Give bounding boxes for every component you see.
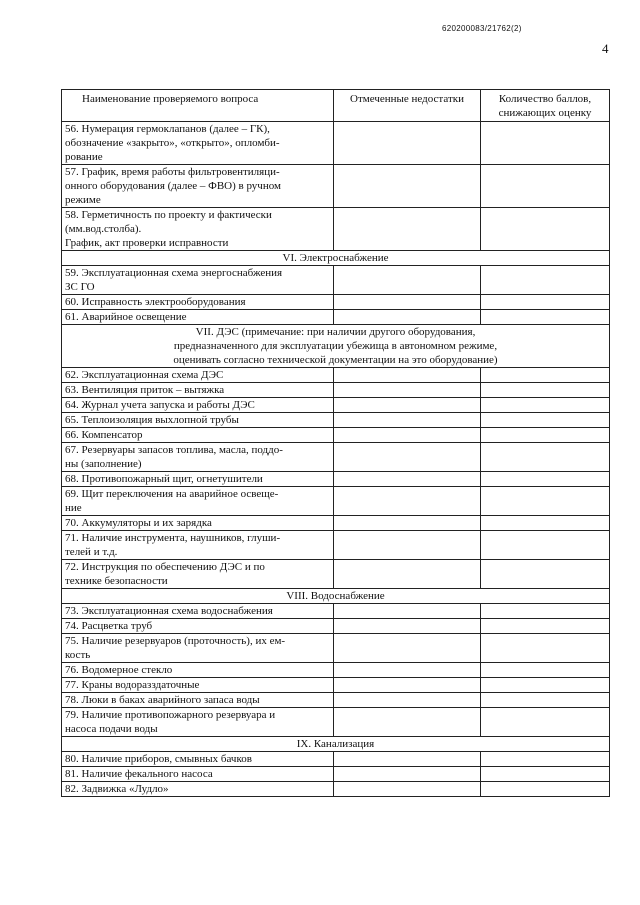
table-row xyxy=(62,398,610,413)
question-line: 69. Щит переключения на аварийное освеще- xyxy=(65,488,279,500)
deficiencies-cell[interactable] xyxy=(334,266,481,295)
table-row xyxy=(62,634,610,663)
points-cell[interactable] xyxy=(481,443,610,472)
question-line: ние xyxy=(65,502,82,514)
points-cell[interactable] xyxy=(481,208,610,251)
points-cell[interactable] xyxy=(481,472,610,487)
points-cell[interactable] xyxy=(481,782,610,797)
question-line: 62. Эксплуатационная схема ДЭС xyxy=(65,369,224,381)
page-number: 4 xyxy=(602,41,609,56)
table-row xyxy=(62,708,610,737)
deficiencies-cell[interactable] xyxy=(334,752,481,767)
deficiencies-cell[interactable] xyxy=(334,310,481,325)
header-question: Наименование проверяемого вопроса xyxy=(62,90,334,122)
question-line: 56. Нумерация гермоклапанов (далее – ГК), xyxy=(65,123,270,135)
table-body xyxy=(62,122,610,797)
table-row xyxy=(62,165,610,208)
header-points: Количество баллов, снижающих оценку xyxy=(481,90,610,122)
points-cell[interactable] xyxy=(481,560,610,589)
question-line: 67. Резервуары запасов топлива, масла, поддо- xyxy=(65,444,283,456)
table-row xyxy=(62,693,610,708)
table-row xyxy=(62,663,610,678)
section-row xyxy=(62,589,610,604)
points-cell[interactable] xyxy=(481,310,610,325)
points-cell[interactable] xyxy=(481,604,610,619)
table-row xyxy=(62,428,610,443)
question-cell xyxy=(62,413,334,428)
question-cell xyxy=(62,560,334,589)
question-cell xyxy=(62,752,334,767)
deficiencies-cell[interactable] xyxy=(334,678,481,693)
deficiencies-cell[interactable] xyxy=(334,531,481,560)
question-line: ЗС ГО xyxy=(65,281,95,293)
question-line: 59. Эксплуатационная схема энергоснабжения xyxy=(65,267,283,279)
question-cell xyxy=(62,310,334,325)
question-line: 80. Наличие приборов, смывных бачков xyxy=(65,753,252,765)
table-row xyxy=(62,122,610,165)
points-cell[interactable] xyxy=(481,266,610,295)
table-row xyxy=(62,531,610,560)
question-line: насоса подачи воды xyxy=(65,723,158,735)
points-cell[interactable] xyxy=(481,752,610,767)
section-row xyxy=(62,737,610,752)
table-row xyxy=(62,413,610,428)
points-cell[interactable] xyxy=(481,295,610,310)
table-row xyxy=(62,678,610,693)
question-line: 70. Аккумуляторы и их зарядка xyxy=(65,517,212,529)
question-cell xyxy=(62,708,334,737)
question-line: 79. Наличие противопожарного резервуара и xyxy=(65,709,276,721)
table-row xyxy=(62,472,610,487)
points-cell[interactable] xyxy=(481,516,610,531)
deficiencies-cell[interactable] xyxy=(334,708,481,737)
deficiencies-cell[interactable] xyxy=(334,428,481,443)
question-line: 66. Компенсатор xyxy=(65,429,143,441)
question-cell xyxy=(62,487,334,516)
question-cell xyxy=(62,398,334,413)
deficiencies-cell[interactable] xyxy=(334,767,481,782)
deficiencies-cell[interactable] xyxy=(334,560,481,589)
points-cell[interactable] xyxy=(481,413,610,428)
deficiencies-cell[interactable] xyxy=(334,516,481,531)
table-row xyxy=(62,767,610,782)
question-line: 81. Наличие фекального насоса xyxy=(65,768,213,780)
points-cell[interactable] xyxy=(481,708,610,737)
table-row xyxy=(62,619,610,634)
question-line: 75. Наличие резервуаров (проточность), их ем- xyxy=(65,635,286,647)
points-cell[interactable] xyxy=(481,693,610,708)
deficiencies-cell[interactable] xyxy=(334,208,481,251)
question-cell xyxy=(62,472,334,487)
document-id: 620200083/21762(2) xyxy=(442,24,522,33)
question-line: кость xyxy=(65,649,91,661)
question-line: 60. Исправность электрооборудования xyxy=(65,296,246,308)
question-line: 76. Водомерное стекло xyxy=(65,664,173,676)
question-line: 65. Теплоизоляция выхлопной трубы xyxy=(65,414,239,426)
question-line: 68. Противопожарный щит, огнетушители xyxy=(65,473,263,485)
table-row xyxy=(62,782,610,797)
table-row xyxy=(62,443,610,472)
section-row xyxy=(62,325,610,368)
deficiencies-cell[interactable] xyxy=(334,368,481,383)
deficiencies-cell[interactable] xyxy=(334,295,481,310)
question-line: (мм.вод.столба). xyxy=(65,223,142,235)
deficiencies-cell[interactable] xyxy=(334,165,481,208)
question-line: 77. Краны водоразздаточные xyxy=(65,679,200,691)
question-cell xyxy=(62,368,334,383)
question-line: 57. График, время работы фильтровентиляци- xyxy=(65,166,280,178)
section-title xyxy=(62,737,610,752)
question-cell xyxy=(62,678,334,693)
deficiencies-cell[interactable] xyxy=(334,122,481,165)
question-cell xyxy=(62,663,334,678)
question-cell xyxy=(62,693,334,708)
deficiencies-cell[interactable] xyxy=(334,383,481,398)
table-row xyxy=(62,310,610,325)
question-cell xyxy=(62,122,334,165)
deficiencies-cell[interactable] xyxy=(334,487,481,516)
question-cell xyxy=(62,604,334,619)
section-title xyxy=(62,589,610,604)
deficiencies-cell[interactable] xyxy=(334,693,481,708)
table-row xyxy=(62,752,610,767)
section-title-line: предназначенного для эксплуатации убежища в автономном режиме, xyxy=(173,340,498,352)
points-cell[interactable] xyxy=(481,368,610,383)
points-cell[interactable] xyxy=(481,122,610,165)
question-line: 58. Герметичность по проекту и фактически xyxy=(65,209,272,221)
points-cell[interactable] xyxy=(481,165,610,208)
question-cell xyxy=(62,428,334,443)
points-cell[interactable] xyxy=(481,678,610,693)
section-title xyxy=(62,251,610,266)
table-row xyxy=(62,266,610,295)
points-cell[interactable] xyxy=(481,634,610,663)
question-line: режиме xyxy=(65,194,101,206)
section-row xyxy=(62,251,610,266)
question-cell xyxy=(62,443,334,472)
section-title-line: VI. Электроснабжение xyxy=(282,252,389,264)
table-row xyxy=(62,487,610,516)
question-line: 61. Аварийное освещение xyxy=(65,311,187,323)
question-line: онного оборудования (далее – ФВО) в ручном xyxy=(65,180,281,192)
points-cell[interactable] xyxy=(481,767,610,782)
question-line: технике безопасности xyxy=(65,575,168,587)
deficiencies-cell[interactable] xyxy=(334,472,481,487)
question-line: 78. Люки в баках аварийного запаса воды xyxy=(65,694,260,706)
section-title xyxy=(62,325,610,368)
table-header-row xyxy=(62,90,610,122)
question-line: 74. Расцветка труб xyxy=(65,620,153,632)
table-row xyxy=(62,295,610,310)
question-cell xyxy=(62,165,334,208)
question-line: рование xyxy=(65,151,103,163)
header-deficiencies: Отмеченные недостатки xyxy=(334,90,481,122)
question-line: ны (заполнение) xyxy=(65,458,142,470)
question-cell xyxy=(62,531,334,560)
points-cell[interactable] xyxy=(481,383,610,398)
points-cell[interactable] xyxy=(481,487,610,516)
question-line: обозначение «закрыто», «открыто», опломби- xyxy=(65,137,280,149)
deficiencies-cell[interactable] xyxy=(334,782,481,797)
question-line: 63. Вентиляция приток – вытяжка xyxy=(65,384,225,396)
section-title-line: IX. Канализация xyxy=(296,738,375,750)
points-cell[interactable] xyxy=(481,619,610,634)
table-row xyxy=(62,516,610,531)
deficiencies-cell[interactable] xyxy=(334,413,481,428)
table-row xyxy=(62,560,610,589)
deficiencies-cell[interactable] xyxy=(334,619,481,634)
deficiencies-cell[interactable] xyxy=(334,443,481,472)
question-cell xyxy=(62,266,334,295)
points-cell[interactable] xyxy=(481,531,610,560)
section-title-line: VII. ДЭС (примечание: при наличии другого оборудования, xyxy=(195,326,476,338)
question-line: График, акт проверки исправности xyxy=(65,237,229,249)
deficiencies-cell[interactable] xyxy=(334,604,481,619)
question-cell xyxy=(62,208,334,251)
question-line: 72. Инструкция по обеспечению ДЭС и по xyxy=(65,561,265,573)
points-cell[interactable] xyxy=(481,663,610,678)
question-line: 64. Журнал учета запуска и работы ДЭС xyxy=(65,399,255,411)
question-line: телей и т.д. xyxy=(65,546,118,558)
table-row xyxy=(62,368,610,383)
question-line: 73. Эксплуатационная схема водоснабжения xyxy=(65,605,273,617)
question-line: 71. Наличие инструмента, наушников, глуши- xyxy=(65,532,281,544)
question-cell xyxy=(62,767,334,782)
deficiencies-cell[interactable] xyxy=(334,663,481,678)
question-cell xyxy=(62,295,334,310)
table-row xyxy=(62,383,610,398)
points-cell[interactable] xyxy=(481,398,610,413)
question-line: 82. Задвижка «Лудло» xyxy=(65,783,169,795)
question-cell xyxy=(62,634,334,663)
deficiencies-cell[interactable] xyxy=(334,634,481,663)
deficiencies-cell[interactable] xyxy=(334,398,481,413)
section-title-line: VIII. Водоснабжение xyxy=(286,590,385,602)
question-cell xyxy=(62,782,334,797)
table-row xyxy=(62,604,610,619)
section-title-line: оценивать согласно технической документации на это оборудование) xyxy=(173,354,498,366)
question-cell xyxy=(62,383,334,398)
question-cell xyxy=(62,516,334,531)
inspection-table xyxy=(61,89,610,797)
question-cell xyxy=(62,619,334,634)
table-row xyxy=(62,208,610,251)
points-cell[interactable] xyxy=(481,428,610,443)
